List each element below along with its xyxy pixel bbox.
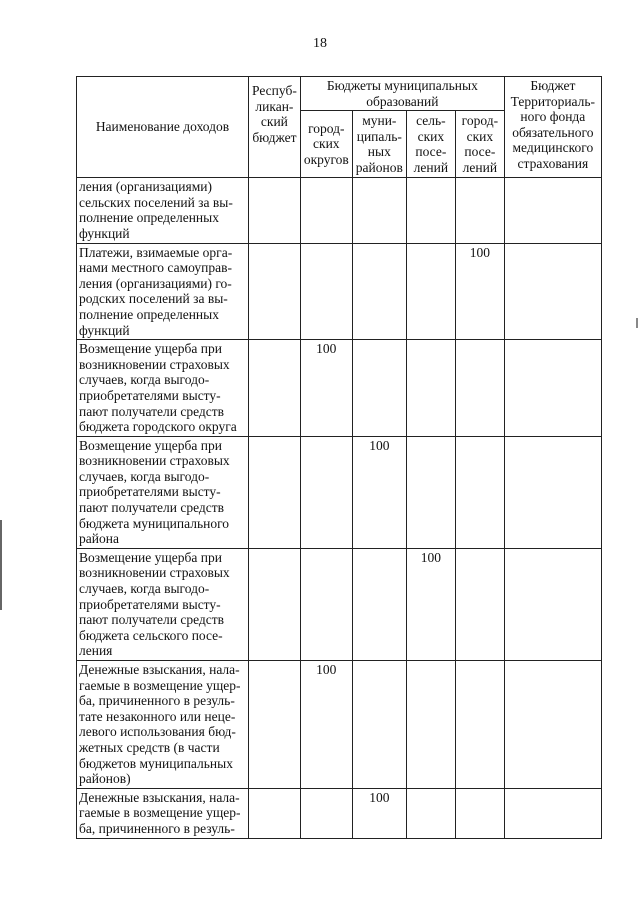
republic-value-cell xyxy=(249,661,301,789)
rural-settlements-value-cell xyxy=(406,436,455,548)
territorial-fund-value-cell xyxy=(504,661,601,789)
rural-settlements-value-cell xyxy=(406,243,455,340)
republic-value-cell xyxy=(249,178,301,243)
urban-settlements-value-cell: 100 xyxy=(455,243,504,340)
municipal-districts-value-cell: 100 xyxy=(352,788,406,838)
urban-districts-value-cell xyxy=(300,788,352,838)
urban-districts-value-cell xyxy=(300,178,352,243)
rural-settlements-value-cell xyxy=(406,661,455,789)
territorial-fund-value-cell xyxy=(504,340,601,437)
municipal-districts-value-cell xyxy=(352,661,406,789)
header-row-1 xyxy=(77,77,602,111)
republic-value-cell xyxy=(249,243,301,340)
header-territorial-fund-text: Бюджет Территориаль- ного фонда обязательного медицинского страхования xyxy=(510,78,596,171)
table-row xyxy=(77,436,602,548)
header-urban-districts xyxy=(300,111,352,178)
territorial-fund-value-cell xyxy=(504,548,601,660)
urban-districts-value-cell xyxy=(300,436,352,548)
urban-settlements-value-cell xyxy=(455,661,504,789)
scan-artifact-mark xyxy=(636,318,638,328)
territorial-fund-value-cell xyxy=(504,178,601,243)
table-row xyxy=(77,243,602,340)
territorial-fund-value-cell xyxy=(504,788,601,838)
revenue-name-cell: Платежи, взимаемые орга- нами местного самоуправ- ления (организациями) го- родских поселений за вы- полнение определенных функций xyxy=(77,243,249,340)
revenue-table-container xyxy=(76,76,602,839)
header-municipal-budgets-text: Бюджеты муниципальных образований xyxy=(326,78,478,109)
table-row xyxy=(77,788,602,838)
revenue-name-cell: Денежные взыскания, нала- гаемые в возмещение ущер- ба, причиненного в резуль- xyxy=(77,788,249,838)
table-row xyxy=(77,548,602,660)
urban-settlements-value-cell xyxy=(455,436,504,548)
header-rural-settlements-text: сель- ских посе- лений xyxy=(413,113,449,175)
municipal-districts-value-cell xyxy=(352,340,406,437)
urban-settlements-value-cell xyxy=(455,340,504,437)
rural-settlements-value-cell xyxy=(406,340,455,437)
rural-settlements-value-cell: 100 xyxy=(406,548,455,660)
urban-districts-value-cell: 100 xyxy=(300,661,352,789)
municipal-districts-value-cell xyxy=(352,548,406,660)
header-municipal-districts xyxy=(352,111,406,178)
table-row xyxy=(77,178,602,243)
urban-districts-value-cell xyxy=(300,243,352,340)
revenue-name-cell: Возмещение ущерба при возникновении страховых случаев, когда выгодо- приобретателями высту- пают получатели средств бюджета городского округа xyxy=(77,340,249,437)
urban-districts-value-cell xyxy=(300,548,352,660)
header-republic-budget-text: Респуб- ликан- ский бюджет xyxy=(252,83,297,145)
header-urban-settlements xyxy=(455,111,504,178)
rural-settlements-value-cell xyxy=(406,178,455,243)
header-revenue-name-text: Наименование доходов xyxy=(95,119,230,135)
municipal-districts-value-cell xyxy=(352,243,406,340)
revenue-name-cell: Денежные взыскания, нала- гаемые в возмещение ущер- ба, причиненного в резуль- тате незаконного или неце- левого использования бюд- жетных средств (в части бюджетов муниципальных районов) xyxy=(77,661,249,789)
urban-settlements-value-cell xyxy=(455,548,504,660)
scan-artifact-mark xyxy=(0,520,2,610)
header-municipal-districts-text: муни- ципаль- ных районов xyxy=(355,113,403,175)
republic-value-cell xyxy=(249,548,301,660)
page-number: 18 xyxy=(313,36,327,51)
urban-districts-value-cell: 100 xyxy=(300,340,352,437)
revenue-distribution-table xyxy=(76,76,602,839)
municipal-districts-value-cell xyxy=(352,178,406,243)
municipal-districts-value-cell: 100 xyxy=(352,436,406,548)
header-rural-settlements xyxy=(406,111,455,178)
table-row xyxy=(77,661,602,789)
header-urban-settlements-text: город- ских посе- лений xyxy=(461,113,499,175)
revenue-name-cell: Возмещение ущерба при возникновении страховых случаев, когда выгодо- приобретателями высту- пают получатели средств бюджета сельского посе- ления xyxy=(77,548,249,660)
header-municipal-budgets xyxy=(300,77,504,111)
rural-settlements-value-cell xyxy=(406,788,455,838)
urban-settlements-value-cell xyxy=(455,788,504,838)
territorial-fund-value-cell xyxy=(504,436,601,548)
header-urban-districts-text: город- ских округов xyxy=(303,120,349,167)
revenue-name-cell: ления (организациями) сельских поселений за вы- полнение определенных функций xyxy=(77,178,249,243)
republic-value-cell xyxy=(249,788,301,838)
urban-settlements-value-cell xyxy=(455,178,504,243)
republic-value-cell xyxy=(249,340,301,437)
table-row xyxy=(77,340,602,437)
revenue-name-cell: Возмещение ущерба при возникновении страховых случаев, когда выгодо- приобретателями высту- пают получатели средств бюджета муниципального района xyxy=(77,436,249,548)
header-republic-budget xyxy=(249,77,301,178)
header-revenue-name xyxy=(77,77,249,178)
territorial-fund-value-cell xyxy=(504,243,601,340)
republic-value-cell xyxy=(249,436,301,548)
header-territorial-fund xyxy=(504,77,601,178)
